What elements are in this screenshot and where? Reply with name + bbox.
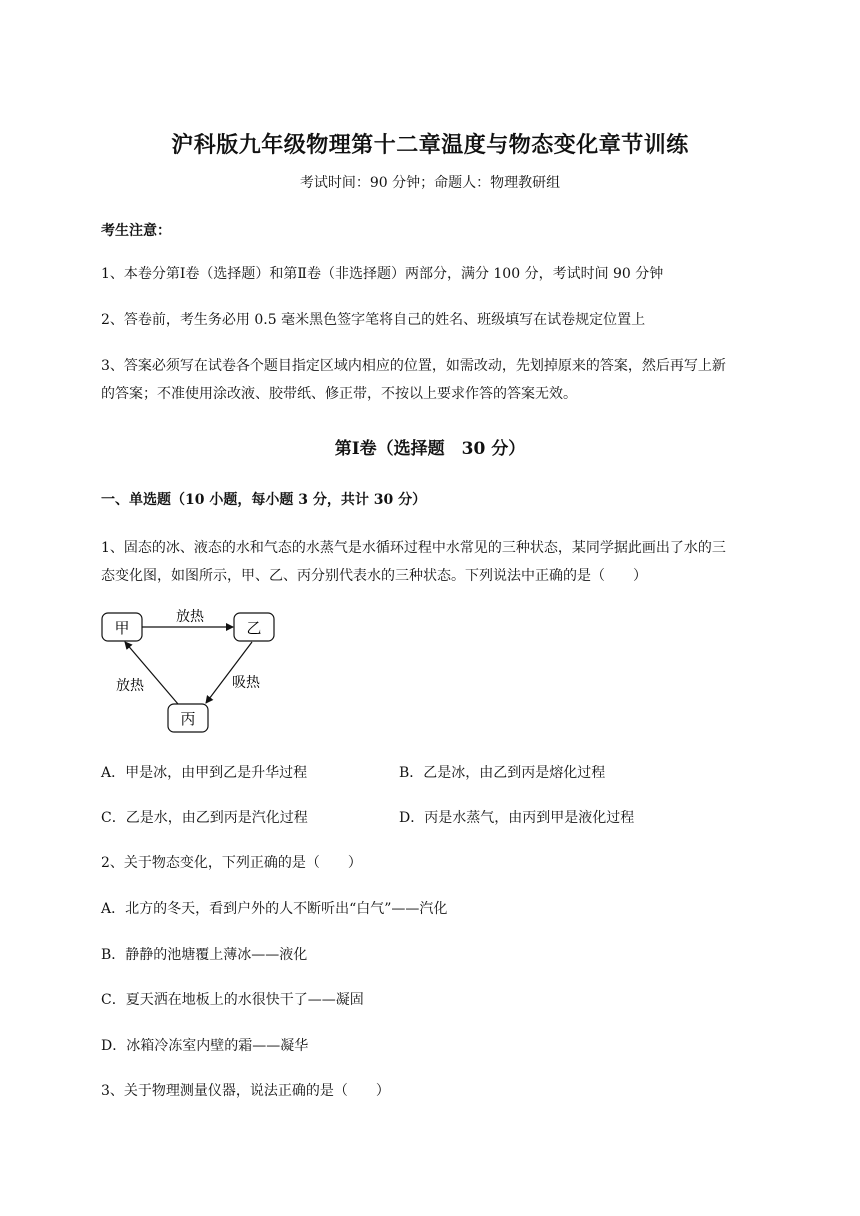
notice-item-3: 3、答案必须写在试卷各个题目指定区域内相应的位置，如需改动，先划掉原来的答案，然后再写上新 xyxy=(101,358,726,374)
node-yi-label: 乙 xyxy=(246,619,262,637)
edge-label-jia-yi: 放热 xyxy=(176,609,204,625)
arrow-yi-to-bing xyxy=(206,642,252,703)
q1-stem-line2: 态变化图，如图所示，甲、乙、丙分别代表水的三种状态。下列说法中正确的是（ ） xyxy=(101,568,647,584)
notice-heading: 考生注意： xyxy=(101,223,171,239)
q2-option-d: D．冰箱冷冻室内壁的霜——凝华 xyxy=(101,1038,309,1054)
section-title: 第Ⅰ卷（选择题 30 分） xyxy=(334,439,526,459)
notice-item-2: 2、答卷前，考生务必用 0.5 毫米黑色签字笔将自己的姓名、班级填写在试卷规定位置上 xyxy=(101,312,646,328)
q1-option-b: B．乙是冰，由乙到丙是熔化过程 xyxy=(399,765,606,781)
q1-option-d: D．丙是水蒸气，由丙到甲是液化过程 xyxy=(399,810,635,826)
q1-option-c: C．乙是水，由乙到丙是汽化过程 xyxy=(101,810,308,826)
notice-item-3-cont: 的答案；不准使用涂改液、胶带纸、修正带，不按以上要求作答的答案无效。 xyxy=(101,386,577,402)
node-bing-label: 丙 xyxy=(180,710,196,728)
edge-label-bing-jia: 放热 xyxy=(116,678,144,694)
q2-option-b: B．静静的池塘覆上薄冰——液化 xyxy=(101,947,308,963)
page-title: 沪科版九年级物理第十二章温度与物态变化章节训练 xyxy=(171,132,689,158)
node-jia-label: 甲 xyxy=(114,619,130,637)
q2-option-a: A．北方的冬天，看到户外的人不断听出“白气”——汽化 xyxy=(101,901,448,917)
q1-stem-line1: 1、固态的冰、液态的水和气态的水蒸气是水循环过程中水常见的三种状态，某同学据此画出了水的三 xyxy=(101,540,726,556)
q2-option-c: C．夏天洒在地板上的水很快干了——凝固 xyxy=(101,992,364,1008)
arrow-bing-to-jia xyxy=(125,642,178,704)
part-heading: 一、单选题（10 小题，每小题 3 分，共计 30 分） xyxy=(101,492,427,508)
exam-info: 考试时间：90 分钟；命题人：物理教研组 xyxy=(299,175,561,191)
q3-stem: 3、关于物理测量仪器，说法正确的是（ ） xyxy=(101,1083,390,1099)
notice-item-1: 1、本卷分第Ⅰ卷（选择题）和第Ⅱ卷（非选择题）两部分，满分 100 分，考试时间 90 分钟 xyxy=(101,266,664,282)
q1-option-a: A．甲是冰，由甲到乙是升华过程 xyxy=(101,765,308,781)
edge-label-yi-bing: 吸热 xyxy=(232,675,260,691)
q2-stem: 2、关于物态变化，下列正确的是（ ） xyxy=(101,855,362,871)
state-change-diagram xyxy=(96,600,286,740)
